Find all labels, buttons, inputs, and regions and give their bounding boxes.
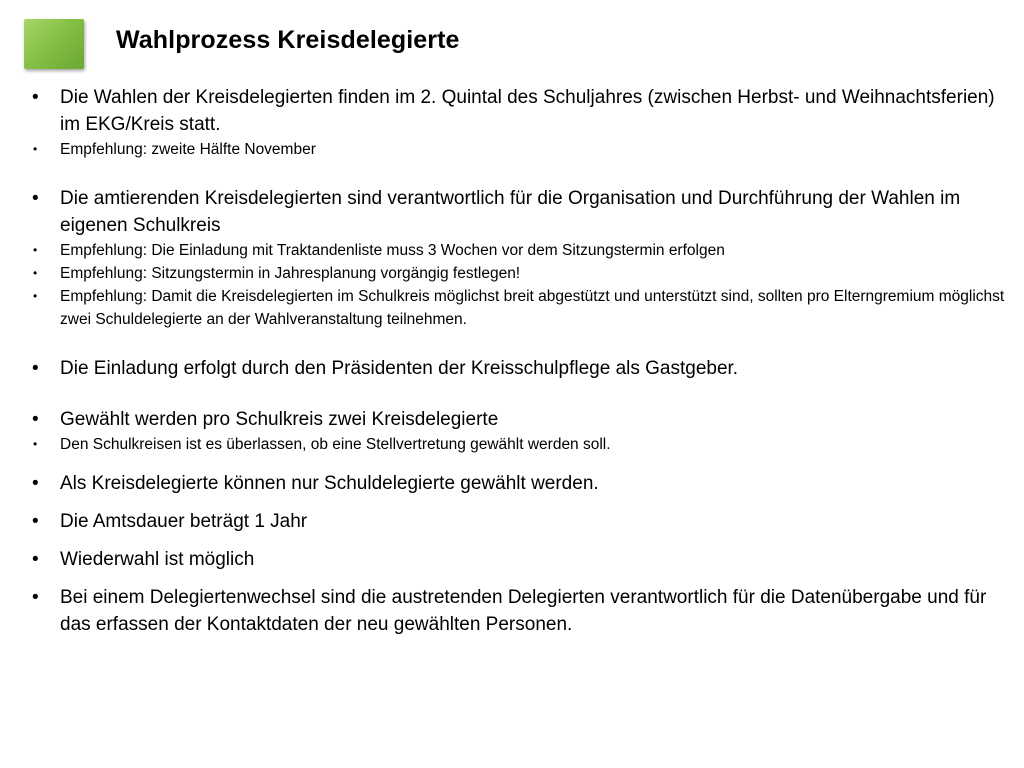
bullet-item: • Die amtierenden Kreisdelegierten sind verantwortlich für die Organisation und Durchführung der Wahlen im eigenen Schulkreis: [30, 185, 1005, 239]
sub-bullet-item: • Empfehlung: Sitzungstermin in Jahresplanung vorgängig festlegen!: [30, 262, 1005, 285]
sub-bullet-item: • Den Schulkreisen ist es überlassen, ob eine Stellvertretung gewählt werden soll.: [30, 433, 1005, 456]
sub-bullet-item: • Empfehlung: Damit die Kreisdelegierten im Schulkreis möglichst breit abgestützt und unterstützt sind, sollten pro Elterngremium möglichst zwei Schuldelegierte an der Wahlveranstaltung teilnehmen.: [30, 285, 1005, 331]
green-square-logo: [24, 19, 84, 69]
slide-title: Wahlprozess Kreisdelegierte: [116, 26, 460, 54]
bullet-item: • Wiederwahl ist möglich: [30, 546, 1005, 573]
bullet-item: • Die Amtsdauer beträgt 1 Jahr: [30, 508, 1005, 535]
bullet-item: • Die Einladung erfolgt durch den Präsidenten der Kreisschulpflege als Gastgeber.: [30, 355, 1005, 382]
sub-bullet-item: • Empfehlung: zweite Hälfte November: [30, 138, 1005, 161]
bullet-item: • Als Kreisdelegierte können nur Schuldelegierte gewählt werden.: [30, 470, 1005, 497]
sub-bullet-item: • Empfehlung: Die Einladung mit Traktandenliste muss 3 Wochen vor dem Sitzungstermin erfolgen: [30, 239, 1005, 262]
bullet-item: • Gewählt werden pro Schulkreis zwei Kreisdelegierte: [30, 406, 1005, 433]
bullet-item: • Die Wahlen der Kreisdelegierten finden im 2. Quintal des Schuljahres (zwischen Herbst- und Weihnachtsferien) im EKG/Kreis statt.: [30, 84, 1005, 138]
bullet-item: • Bei einem Delegiertenwechsel sind die austretenden Delegierten verantwortlich für die Datenübergabe und für das erfassen der Kontaktdaten der neu gewählten Personen.: [30, 584, 1005, 638]
bullet-list: [30, 84, 1005, 638]
